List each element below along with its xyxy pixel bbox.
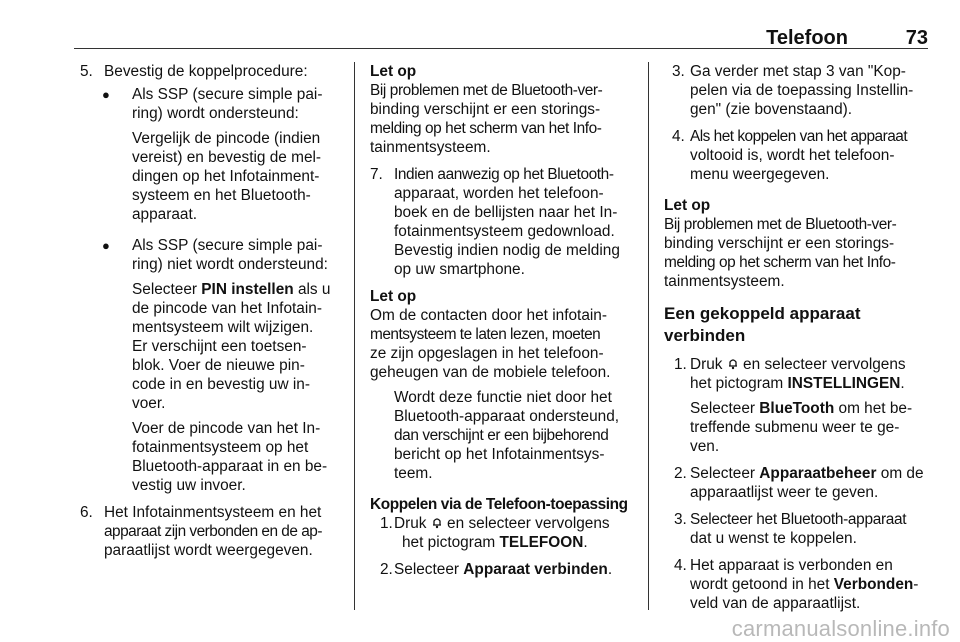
text-line: vereist) en bevestig de mel- (132, 149, 322, 166)
text-line (394, 533, 636, 552)
text-span: het pictogram (690, 375, 788, 392)
note-heading: Let op (370, 63, 417, 80)
heading-line: Een gekoppeld apparaat (664, 304, 861, 323)
text-line: pelen via de toepassing Instellin- (690, 82, 914, 99)
text-line: Vergelijk de pincode (indien (132, 130, 321, 147)
text-line: apparaatlijst weer te geven. (690, 484, 879, 501)
text-line: Er verschijnt een toetsen- (132, 338, 307, 355)
phone-app-step-1 (380, 514, 636, 552)
home-icon (431, 516, 443, 530)
text-line: Bij problemen met de Bluetooth-ver- (370, 82, 603, 99)
text-span: Selecteer (690, 465, 760, 482)
step-number: 1. (380, 515, 393, 532)
note-heading: Let op (664, 197, 711, 214)
text-line: blok. Voer de nieuwe pin- (132, 357, 305, 374)
text-line: ze zijn opgeslagen in het telefoon- (370, 345, 604, 362)
menu-term-apparaatbeheer: Apparaatbeheer (759, 465, 877, 482)
note-bluetooth-problem-2 (664, 196, 928, 291)
text-line: Wordt deze functie niet door het (394, 389, 612, 406)
text-line: binding verschijnt er een storings- (664, 235, 895, 252)
bullet-icon: ● (102, 87, 110, 102)
text-line: boek en de bellijsten naar het In- (394, 204, 618, 221)
text-span: Druk (394, 515, 431, 532)
text-line (394, 514, 636, 533)
text-span: en selecteer vervolgens (738, 356, 906, 373)
text-line: dan verschijnt er een bijbehorend (394, 427, 609, 444)
step-6 (80, 503, 344, 560)
text-line: bericht op het Infotainmentsys- (394, 446, 605, 463)
text-line: de pincode van het Infotain- (132, 300, 322, 317)
bullet-ssp-supported (80, 85, 344, 123)
text-span: . (583, 534, 588, 551)
text-line: melding op het scherm van het Info- (664, 254, 896, 271)
text-span: wordt getoond in het (690, 576, 834, 593)
text-span: Selecteer (394, 561, 464, 578)
text-line: geheugen van de mobiele telefoon. (370, 364, 611, 381)
step-number: 5. (80, 63, 93, 80)
step-number: 2. (674, 465, 687, 482)
text-span: Selecteer (690, 400, 760, 417)
step-number: 1. (674, 356, 687, 373)
page-header (74, 26, 928, 50)
text-line: melding op het scherm van het Info- (370, 120, 602, 137)
text-line: Als SSP (secure simple pai- (132, 86, 323, 103)
menu-term-instellingen: INSTELLINGEN (787, 375, 901, 392)
text-line: fotainmentsysteem op het (132, 439, 309, 456)
step-7 (370, 165, 636, 279)
menu-term-pin-instellen: PIN instellen (201, 281, 294, 298)
note-contacts (370, 287, 636, 382)
text-line (394, 560, 636, 579)
menu-term-verbonden: Verbonden (833, 576, 914, 593)
text-line: dingen op het Infotainment- (132, 168, 320, 185)
connect-step-3 (674, 510, 928, 548)
text-line (690, 464, 928, 483)
text-span: Selecteer (132, 281, 202, 298)
text-span: om het be- (834, 400, 913, 417)
step-number: 2. (380, 561, 393, 578)
text-line: menu weergegeven. (690, 166, 830, 183)
text-line: teem. (394, 465, 433, 482)
menu-term-bluetooth: BlueTooth (759, 400, 835, 417)
column-3 (664, 62, 928, 613)
column-2 (370, 62, 636, 579)
text-line: ring) niet wordt ondersteund: (132, 256, 328, 273)
text-line: Bluetooth-apparaat in en be- (132, 458, 328, 475)
text-span: . (900, 375, 905, 392)
text-line (690, 355, 928, 374)
text-line: ring) wordt ondersteund: (132, 105, 299, 122)
step-number: 3. (672, 63, 685, 80)
step-4 (672, 127, 928, 184)
column-divider-1 (354, 62, 355, 610)
menu-term-apparaat-verbinden: Apparaat verbinden (463, 561, 608, 578)
text-line: dat u wenst te koppelen. (690, 530, 857, 547)
page-title: Telefoon (766, 27, 848, 49)
header-divider (74, 48, 928, 49)
text-line: Als SSP (secure simple pai- (132, 237, 323, 254)
text-line: Het Infotainmentsysteem en het (104, 504, 322, 521)
text-line (690, 399, 928, 418)
connect-step-1 (674, 355, 928, 456)
connect-step-1-detail (690, 399, 928, 456)
bullet-ssp-not-supported (80, 236, 344, 274)
note-heading: Let op (370, 288, 417, 305)
text-line: tainmentsysteem. (664, 273, 785, 290)
step-text: Bevestig de koppelprocedure: (104, 63, 308, 80)
text-line: apparaat. (132, 206, 198, 223)
step-3 (672, 62, 928, 119)
text-line: binding verschijnt er een storings- (370, 101, 601, 118)
step-number: 7. (370, 166, 383, 183)
step-number: 4. (672, 128, 685, 145)
text-line (132, 280, 344, 299)
text-span: om de (876, 465, 924, 482)
text-line: Als het koppelen van het apparaat (690, 128, 908, 145)
text-line: op uw smartphone. (394, 261, 525, 278)
connect-step-2 (674, 464, 928, 502)
text-line: gen" (zie bovenstaand). (690, 101, 853, 118)
text-line (690, 374, 928, 393)
text-line: Het apparaat is verbonden en (690, 557, 893, 574)
text-line: Bij problemen met de Bluetooth-ver- (664, 216, 897, 233)
connect-step-4 (674, 556, 928, 613)
text-line: vestig uw invoer. (132, 477, 246, 494)
note-contacts-detail (370, 388, 636, 483)
text-line: code in en bevestig uw in- (132, 376, 310, 393)
text-line: Bevestig indien nodig de melding (394, 242, 620, 259)
home-icon (727, 357, 739, 371)
step-5 (80, 62, 344, 81)
text-line: mentsysteem wilt wijzigen. (132, 319, 314, 336)
column-divider-2 (648, 62, 649, 610)
section-heading-connect-paired-device (664, 303, 928, 347)
step-number: 6. (80, 504, 93, 521)
column-1 (80, 62, 344, 560)
section-heading-pair-via-phone-app: Koppelen via de Telefoon-toepassing (370, 496, 628, 513)
bullet-icon: ● (102, 238, 110, 253)
text-line: Voer de pincode van het In- (132, 420, 321, 437)
text-line: ven. (690, 438, 720, 455)
note-bluetooth-problem (370, 62, 636, 157)
text-line: Indien aanwezig op het Bluetooth- (394, 166, 614, 183)
text-line: tainmentsysteem. (370, 139, 491, 156)
step-number: 3. (674, 511, 687, 528)
text-span: het pictogram (402, 534, 500, 551)
menu-term-telefoon: TELEFOON (499, 534, 584, 551)
phone-app-step-2 (380, 560, 636, 579)
bullet-ssp-not-supported-detail-2 (80, 419, 344, 495)
text-line: Ga verder met stap 3 van "Kop- (690, 63, 906, 80)
text-span: - (913, 576, 919, 593)
text-line: Selecteer het Bluetooth-apparaat (690, 511, 907, 528)
text-line: treffende submenu weer te ge- (690, 419, 900, 436)
step-number: 4. (674, 557, 687, 574)
text-line: apparaat, worden het telefoon- (394, 185, 604, 202)
text-line: apparaat zijn verbonden en de ap- (104, 523, 322, 540)
text-line (690, 575, 928, 594)
text-line: fotainmentsysteem gedownload. (394, 223, 615, 240)
heading-line: verbinden (664, 326, 746, 345)
text-line: systeem en het Bluetooth- (132, 187, 311, 204)
text-span: Druk (690, 356, 727, 373)
text-span: en selecteer vervolgens (442, 515, 610, 532)
text-span: als u (293, 281, 331, 298)
text-line: paraatlijst wordt weergegeven. (104, 542, 313, 559)
text-line: voltooid is, wordt het telefoon- (690, 147, 895, 164)
text-span: . (607, 561, 613, 578)
text-line: Bluetooth-apparaat ondersteund, (394, 408, 620, 425)
watermark: carmanualsonline.info (731, 616, 950, 641)
text-line: veld van de apparaatlijst. (690, 595, 861, 612)
page-number: 73 (905, 27, 928, 49)
text-line: voer. (132, 395, 166, 412)
text-line: mentsysteem te laten lezen, moeten (370, 326, 601, 343)
bullet-ssp-supported-detail (80, 129, 344, 224)
bullet-ssp-not-supported-detail (80, 280, 344, 413)
text-line: Om de contacten door het infotain- (370, 307, 607, 324)
